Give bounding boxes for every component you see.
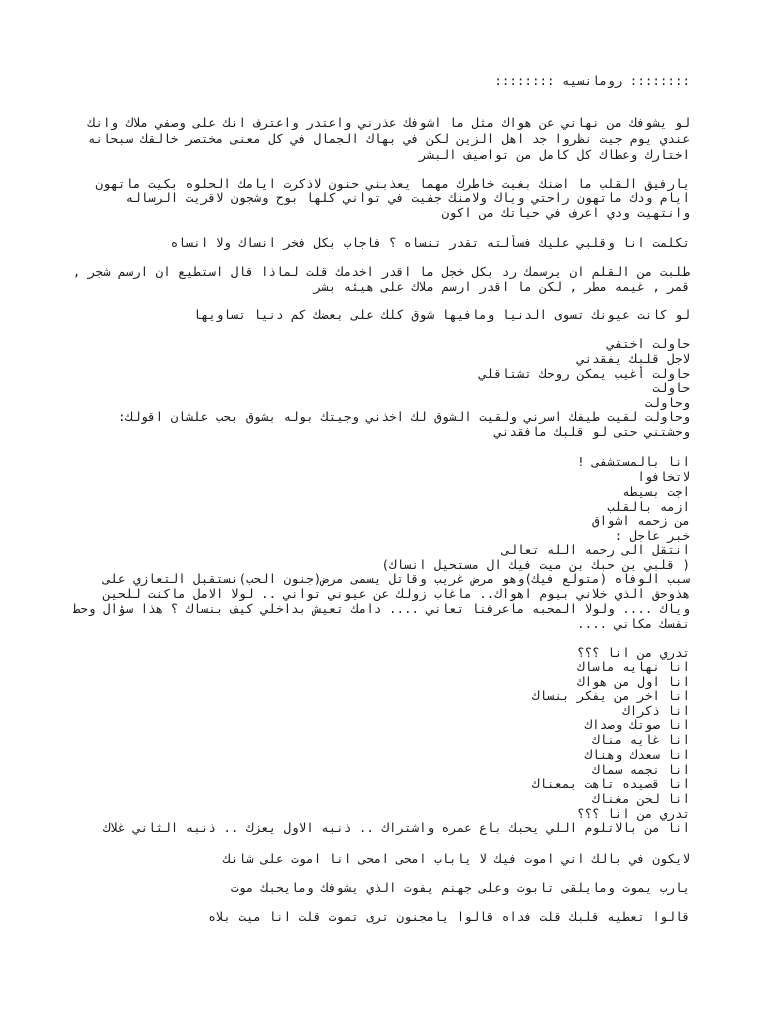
text-line: اجت بسيطه [622, 484, 690, 499]
text-line: لايكون في بالك اني اموت فيك لا ياباب امحى امحى انا اموت على شانك [223, 851, 690, 866]
text-line: انا نهايه ماساك [577, 659, 690, 674]
text-line: انا غايه مناك [592, 732, 690, 747]
text-line: اختارك وعطاك كل كامل من تواصيف البشر [419, 147, 690, 162]
text-line: وحاولت لقيت طيفك اسرني ولقيت الشوق لك اخذني وجيتك بوله بشوق بحب علشان اقولك: [118, 409, 690, 424]
text-line: يارفيق القلب ما اضنك بغيت خاطرك مهما يعذبني حنون لاذكرت ايامك الحلوه بكيت ماتهون [95, 176, 690, 191]
text-line: ايام ودك ماتهون راحتي وياك ولامنك جفيت في تواني كلها بوح وشجون لاقريت الرساله [125, 190, 690, 205]
text-line: تدري من انا ؟؟؟ [577, 806, 690, 821]
text-line: سبب الوفاه (متولع فيك)وهو مرض غريب وقاتل يسمى مرض(جنون الحب)نستقبل التعازي على [103, 571, 690, 586]
text-line: انا بالمستشفى ! [577, 454, 690, 469]
text-line: خبر عاجل : [614, 528, 690, 543]
text-line: انا نجمه سماك [592, 762, 690, 777]
text-line: حاولت اختفي [607, 336, 690, 351]
text-line: انا لحن مغناك [592, 791, 690, 806]
text-line: وياك .... ولولا المحبه ماعرفنا تعاني .... دامك تعيش بداخلي كيف بنساك ؟ هذا سؤال وحط [72, 601, 690, 616]
text-line: انا من بالاتلوم اللي يحبك باع عمره واشتراك .. ذنبه الاول يعزك .. ذنبه الثاني غلاك [103, 820, 690, 835]
text-line: حاولت أغيب يمكن روحك تشتاقلي [479, 366, 690, 381]
text-line: تدري من انا ؟؟؟ [577, 645, 690, 660]
text-line: لو يشوفك من نهاني عن هواك مثل ما اشوفك عذرني واعتدر واعترف انك على وصفي ملاك وانك [87, 115, 690, 130]
text-line: وحاولت [644, 395, 690, 410]
text-line: انتقل الى رحمه الله تعالى [501, 542, 690, 557]
text-line: وحشتني حتى لو قلبك مافقدني [494, 424, 690, 439]
text-line: نفسك مكاني .... [577, 616, 690, 631]
text-line: حاولت [652, 380, 690, 395]
document-title: :::::::: رومانسيه :::::::: [494, 73, 690, 88]
text-line: انا سعدك وهناك [584, 747, 690, 762]
text-line: هذوحق الذي خلاني بيوم اهواك.. ماغاب زولك عن عيوني تواني .. لولا الامل ماكنت للحين [103, 586, 690, 601]
text-line: من زحمه اشواق [592, 513, 690, 528]
text-line: يارب يموت ومايلقى تابوت وعلى جهنم يفوت الذي يشوفك ومايحبك موت [230, 880, 690, 895]
text-line: طلبت من القلم ان يرسمك رد بكل خجل ما اقدر اخدمك قلت لماذا قال استطيع ان ارسم شجر , [72, 264, 690, 279]
text-line: انا صوتك وصداك [584, 717, 690, 732]
text-line: عندي يوم جيت نظروا جد اهل الزين لكن في بهاك الجمال في كل معنى مختصر خالقك سبحانه [87, 131, 690, 146]
text-line: ( قلبي بن حبك بن ميت فيك ال مستحيل انساك) [381, 557, 690, 572]
text-line: انا قصيده تاهت بمعناك [531, 776, 690, 791]
text-line: انا ذكراك [622, 703, 690, 718]
text-line: انا اخر من يفكر بنساك [531, 688, 690, 703]
text-line: انا اول من هواك [577, 674, 690, 689]
text-line: لو كانت عيونك تسوى الدنيا ومافيها شوق كلك على بعضك كم دنيا تساويها [193, 307, 690, 322]
text-line: لاجل قلبك يفقدني [577, 351, 690, 366]
text-line: ازمه بالقلب [607, 499, 690, 514]
text-line: قمر , غيمه مطر , لكن ما اقدر ارسم ملاك على هيئه بشر [313, 279, 690, 294]
text-line: تكلمت انا وقلبي عليك فسألته تقدر تنساه ؟ فاجاب بكل فخر انساك ولا انساه [170, 235, 690, 250]
text-line: قالوا تعطيه قلبك قلت فداه قالوا يامجنون ترى تموت قلت انا ميت بلاه [208, 909, 690, 924]
text-line: لاتخافوا [637, 469, 690, 484]
text-line: وانتهيت ودي اعرف في حياتك من اكون [441, 205, 690, 220]
